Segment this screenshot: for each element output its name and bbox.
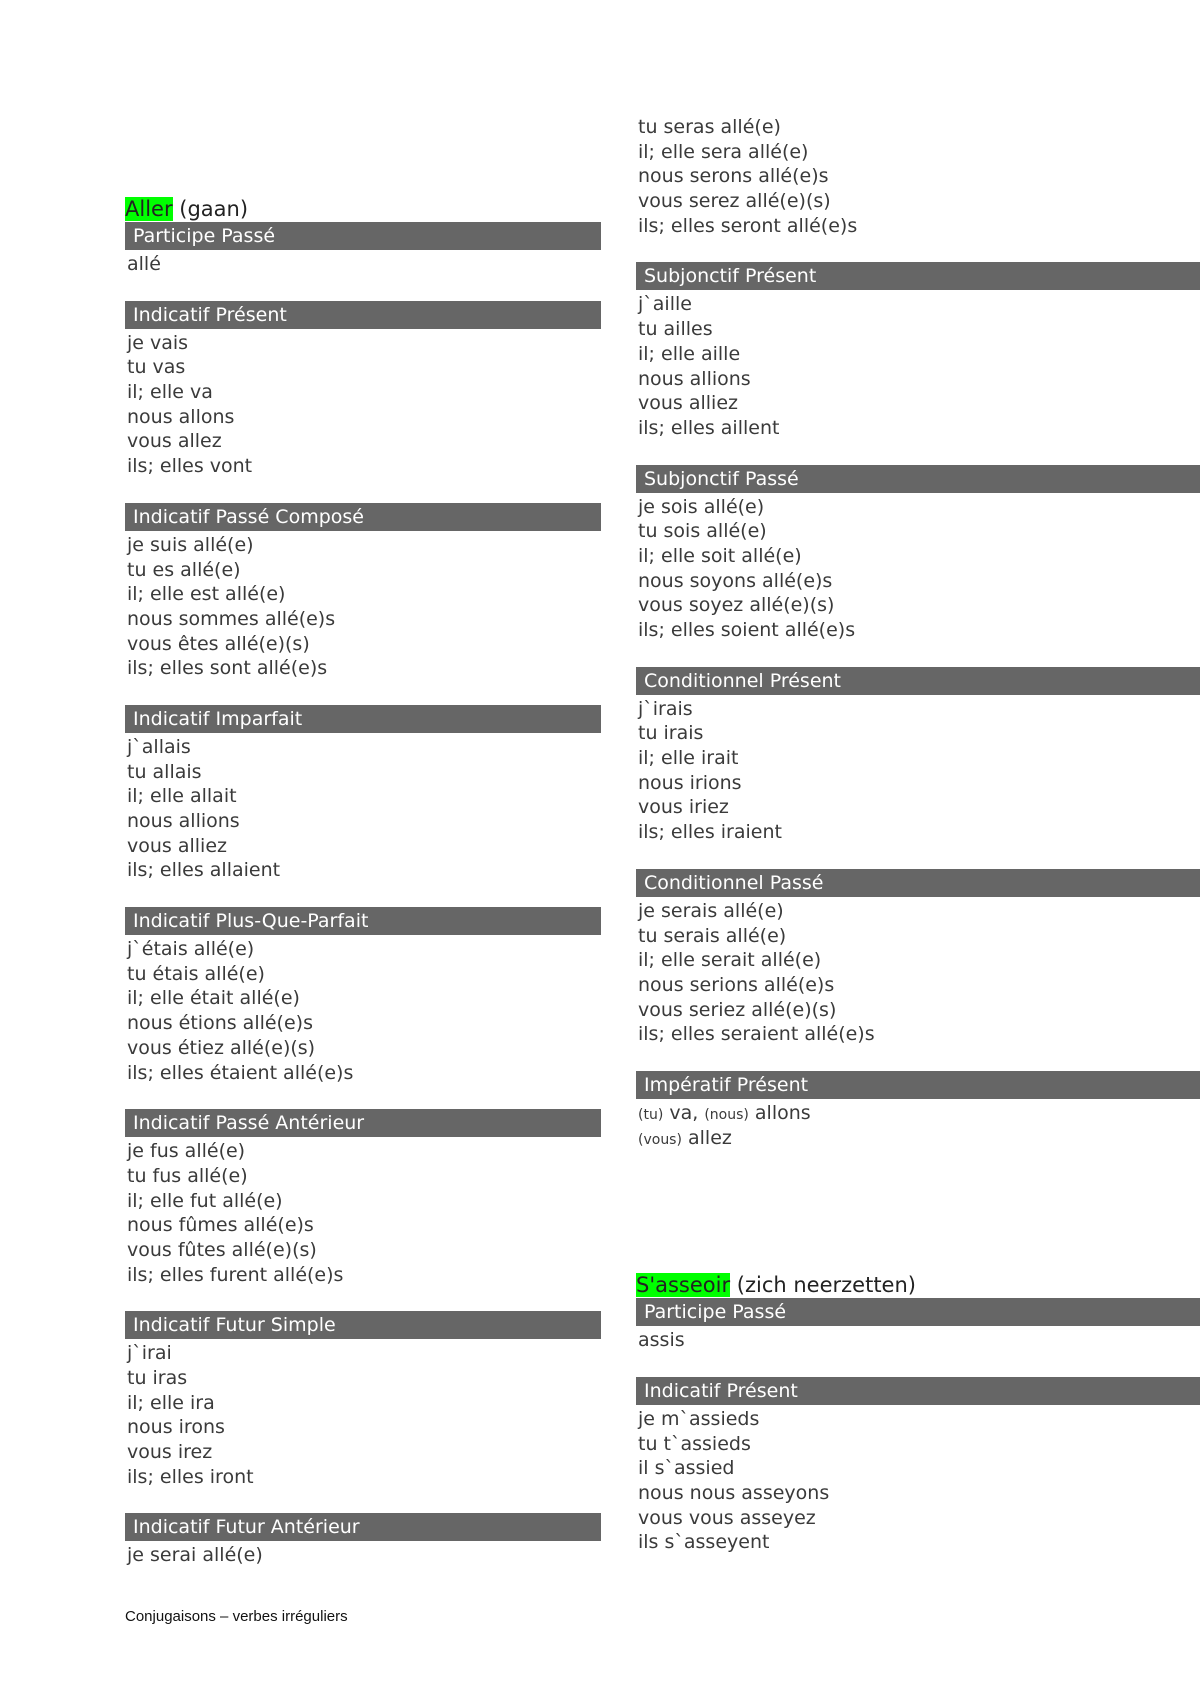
imperative-line — [636, 1126, 1200, 1151]
conjugation-line: tu irais — [638, 722, 704, 745]
conjugation-line: vous allez — [127, 430, 222, 453]
conjugation-line: nous serions allé(e)s — [638, 973, 835, 996]
conjugation-section — [636, 262, 1200, 440]
verb-translation: (zich neerzetten) — [736, 1273, 916, 1298]
conjugation-line: il; elle est allé(e) — [127, 583, 286, 606]
conjugation-line: nous irions — [638, 771, 742, 794]
section-header: Participe Passé — [636, 1298, 1200, 1326]
conjugation-line: je serais allé(e) — [638, 899, 784, 922]
pronoun: (tu) — [638, 1106, 664, 1123]
conjugation-line: tu seras allé(e) — [638, 116, 781, 138]
conjugation-line: assis — [638, 1329, 685, 1352]
conjugation-line: nous fûmes allé(e)s — [127, 1214, 314, 1237]
verb-spacer — [636, 1174, 1200, 1272]
conjugation-line: vous alliez — [638, 392, 738, 415]
imperative-line — [636, 1101, 1200, 1126]
conjugation-line: il; elle ira — [127, 1391, 215, 1414]
conjugation-line: ils; elles allaient — [127, 859, 281, 882]
conjugation-line: il; elle aille — [638, 342, 741, 365]
verb-form: allez — [688, 1126, 732, 1149]
conjugation-line: il; elle sera allé(e) — [638, 140, 809, 163]
section-header: Indicatif Plus-Que-Parfait — [125, 907, 601, 935]
conjugation-line: j`irai — [127, 1342, 172, 1365]
conjugation-line: ils; elles furent allé(e)s — [127, 1263, 344, 1286]
conjugation-line: il; elle était allé(e) — [127, 987, 300, 1010]
conjugation-line: nous irons — [127, 1416, 225, 1439]
conjugation-section — [636, 465, 1200, 643]
conjugation-line: ils; elles aillent — [638, 416, 780, 439]
conjugation-line: vous seriez allé(e)(s) — [638, 998, 837, 1021]
pronoun: (vous) — [638, 1131, 682, 1148]
verb-translation: (gaan) — [179, 197, 249, 221]
conjugation-line: je sois allé(e) — [638, 495, 765, 518]
conjugation-line: allé — [127, 253, 161, 275]
conjugation-line: ils s`asseyent — [638, 1531, 770, 1554]
conjugation-section — [125, 301, 601, 479]
conjugation-line: il s`assied — [638, 1457, 735, 1480]
conjugation-line: nous nous asseyons — [638, 1482, 830, 1505]
left-column — [125, 196, 601, 1568]
conjugation-section — [636, 1298, 1200, 1353]
section-header: Indicatif Futur Antérieur — [125, 1513, 601, 1541]
section-header: Indicatif Imparfait — [125, 705, 601, 733]
conjugation-section — [636, 667, 1200, 845]
conjugation-line: il; elle irait — [638, 747, 739, 770]
conjugation-line: nous sommes allé(e)s — [127, 607, 336, 630]
conjugation-section — [125, 1311, 601, 1489]
conjugation-section — [125, 1109, 601, 1287]
conjugation-line: vous irez — [127, 1441, 213, 1464]
conjugation-line: j`étais allé(e) — [127, 938, 255, 961]
conjugation-line: nous allions — [638, 367, 751, 390]
verb-name: Aller — [125, 197, 173, 221]
conjugation-line: tu iras — [127, 1367, 188, 1389]
pronoun: (nous) — [704, 1106, 749, 1123]
section-header: Subjonctif Passé — [636, 465, 1200, 493]
conjugation-line: ils; elles iront — [127, 1465, 254, 1488]
conjugation-line: je serai allé(e) — [127, 1544, 263, 1567]
conjugation-line: ils; elles vont — [127, 455, 253, 478]
conjugation-line: je fus allé(e) — [127, 1140, 246, 1163]
section-header: Subjonctif Présent — [636, 262, 1200, 290]
section-header: Indicatif Passé Antérieur — [125, 1109, 601, 1137]
conjugation-line: il; elle serait allé(e) — [638, 949, 822, 972]
verb-title — [125, 196, 601, 222]
conjugation-line: tu étais allé(e) — [127, 962, 265, 985]
conjugation-line: il; elle fut allé(e) — [127, 1189, 283, 1212]
conjugation-line: tu vas — [127, 356, 186, 379]
conjugation-line: il; elle va — [127, 381, 213, 404]
conjugation-section — [636, 1071, 1200, 1150]
conjugation-line: ils; elles seront allé(e)s — [638, 214, 858, 237]
section-header: Indicatif Passé Composé — [125, 503, 601, 531]
verb-title — [636, 1272, 1200, 1298]
conjugation-line: tu fus allé(e) — [127, 1164, 248, 1187]
conjugation-line: vous êtes allé(e)(s) — [127, 632, 310, 655]
conjugation-section — [125, 222, 601, 277]
conjugation-line: j`allais — [127, 735, 191, 758]
conjugation-line: vous vous asseyez — [638, 1506, 816, 1529]
right-column — [636, 115, 1200, 1579]
section-header: Impératif Présent — [636, 1071, 1200, 1099]
conjugation-line: tu allais — [127, 760, 202, 783]
conjugation-line: j`aille — [638, 293, 692, 316]
section-header: Participe Passé — [125, 222, 601, 250]
conjugation-line: ils; elles seraient allé(e)s — [638, 1023, 875, 1046]
conjugation-line: ils; elles iraient — [638, 821, 782, 844]
conjugation-line: ils; elles sont allé(e)s — [127, 657, 328, 680]
conjugation-line: je suis allé(e) — [127, 533, 254, 556]
conjugation-line: je vais — [127, 331, 189, 354]
conjugation-line: je m`assieds — [638, 1408, 760, 1430]
page-footer: Conjugaisons – verbes irréguliers — [125, 1608, 348, 1625]
verb-form: allons — [754, 1101, 811, 1124]
conjugation-line: tu serais allé(e) — [638, 924, 787, 947]
conjugation-section — [125, 705, 601, 883]
conjugation-line: j`irais — [638, 697, 693, 720]
conjugation-line: vous soyez allé(e)(s) — [638, 594, 835, 617]
verb-name: S'asseoir — [636, 1273, 731, 1298]
conjugation-section — [125, 503, 601, 681]
conjugation-line: ils; elles soient allé(e)s — [638, 619, 856, 641]
conjugation-section — [636, 115, 1200, 238]
conjugation-section — [636, 869, 1200, 1047]
conjugation-line: vous étiez allé(e)(s) — [127, 1036, 316, 1059]
conjugation-line: tu es allé(e) — [127, 558, 241, 581]
conjugation-line: nous étions allé(e)s — [127, 1012, 313, 1035]
conjugation-line: vous serez allé(e)(s) — [638, 190, 831, 213]
section-header: Conditionnel Passé — [636, 869, 1200, 897]
conjugation-section — [125, 907, 601, 1085]
conjugation-line: nous serons allé(e)s — [638, 165, 829, 188]
conjugation-line: vous fûtes allé(e)(s) — [127, 1238, 317, 1261]
conjugation-section — [125, 1513, 601, 1568]
section-header: Conditionnel Présent — [636, 667, 1200, 695]
conjugation-line: il; elle allait — [127, 785, 237, 808]
conjugation-line: tu sois allé(e) — [638, 520, 767, 543]
conjugation-line: tu ailles — [638, 318, 713, 341]
conjugation-line: vous alliez — [127, 834, 227, 857]
section-header: Indicatif Futur Simple — [125, 1311, 601, 1339]
conjugation-line: ils; elles étaient allé(e)s — [127, 1061, 354, 1084]
section-header: Indicatif Présent — [636, 1377, 1200, 1405]
conjugation-line: il; elle soit allé(e) — [638, 544, 802, 567]
conjugation-line: nous allons — [127, 405, 235, 428]
conjugation-line: nous soyons allé(e)s — [638, 569, 833, 592]
conjugation-line: tu t`assieds — [638, 1432, 751, 1455]
verb-form: va, — [669, 1101, 699, 1124]
section-header: Indicatif Présent — [125, 301, 601, 329]
conjugation-line: vous iriez — [638, 796, 729, 819]
conjugation-line: nous allions — [127, 810, 240, 832]
conjugation-section — [636, 1377, 1200, 1555]
